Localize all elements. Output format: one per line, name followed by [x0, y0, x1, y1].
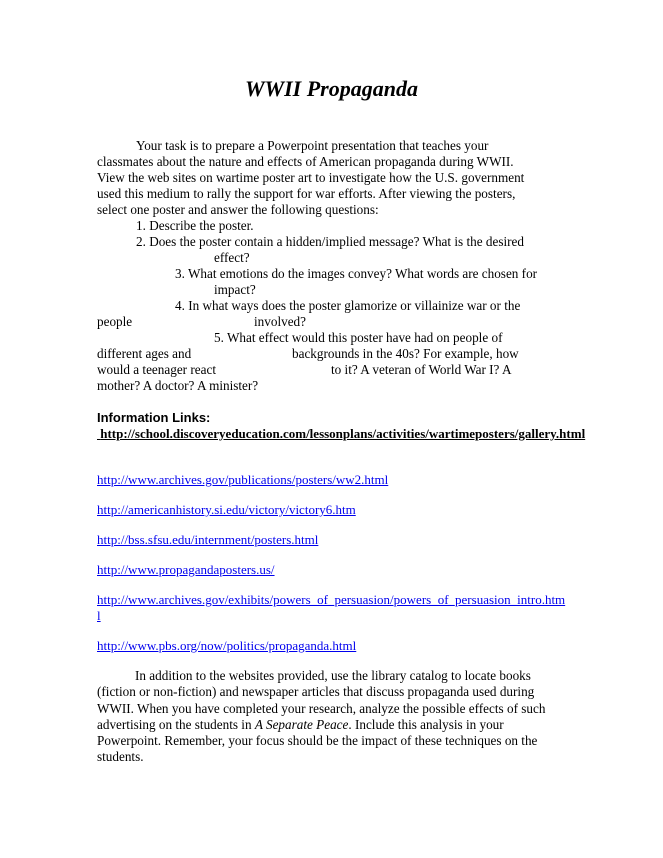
- book-title: A Separate Peace: [254, 716, 349, 732]
- question-5-line-1: 5. What effect would this poster have had on people of: [214, 330, 503, 345]
- question-5-line-2-left: different ages and: [97, 346, 192, 361]
- question-5-line-4: mother? A doctor? A minister?: [97, 378, 259, 393]
- question-3-line-2: impact?: [214, 282, 256, 297]
- question-4-line-2-right: involved?: [254, 314, 307, 329]
- powers-of-persuasion-link[interactable]: http://www.archives.gov/exhibits/powers_of_persuasion/powers_of_persuasion_intro.html: [97, 592, 566, 623]
- intro-line-2: classmates about the nature and effects of American propaganda during WWII.: [97, 154, 514, 169]
- question-5-line-3-left: would a teenager react: [97, 362, 216, 377]
- archives-ww2-posters-link[interactable]: http://www.archives.gov/publications/posters/ww2.html: [97, 472, 389, 487]
- smithsonian-victory-link[interactable]: http://americanhistory.si.edu/victory/victory6.htm: [97, 502, 356, 517]
- propaganda-posters-link[interactable]: http://www.propagandaposters.us/: [97, 562, 275, 577]
- question-4-line-2-left: people: [97, 314, 133, 329]
- information-links-heading: Information Links:: [97, 410, 211, 425]
- sfsu-internment-link[interactable]: http://bss.sfsu.edu/internment/posters.html: [97, 532, 319, 547]
- discovery-education-link[interactable]: http://school.discoveryeducation.com/lessonplans/activities/wartimeposters/gallery.html: [100, 426, 586, 441]
- question-1: 1. Describe the poster.: [136, 218, 254, 233]
- question-3-line-1: 3. What emotions do the images convey? What words are chosen for: [175, 266, 538, 281]
- question-2-line-1: 2. Does the poster contain a hidden/implied message? What is the desired: [136, 234, 524, 249]
- intro-line-5: select one poster and answer the following questions:: [97, 202, 379, 217]
- page-title: WWII Propaganda: [245, 76, 418, 101]
- question-5-line-2-right: backgrounds in the 40s? For example, how: [292, 346, 519, 361]
- intro-line-1: Your task is to prepare a Powerpoint presentation that teaches your: [136, 138, 489, 153]
- question-4-line-1: 4. In what ways does the poster glamorize or villainize war or the: [175, 298, 521, 313]
- intro-line-3: View the web sites on wartime poster art to investigate how the U.S. government: [97, 170, 525, 185]
- question-2-line-2: effect?: [214, 250, 250, 265]
- question-5-line-3-right: to it? A veteran of World War I? A: [331, 362, 512, 377]
- intro-line-4: used this medium to rally the support for war efforts. After viewing the posters,: [97, 186, 516, 201]
- closing-paragraph: In addition to the websites provided, use the library catalog to locate books (fiction or non-fiction) and newspaper articles that discuss propaganda used during WWII. When you have completed your research, analyze the possible effects of such advertising on the students in A Separate Peace. Include this analysis in your Powerpoint. Remember, your focus should be the impact of these techniques on the students.: [97, 668, 546, 765]
- pbs-propaganda-link[interactable]: http://www.pbs.org/now/politics/propaganda.html: [97, 638, 357, 653]
